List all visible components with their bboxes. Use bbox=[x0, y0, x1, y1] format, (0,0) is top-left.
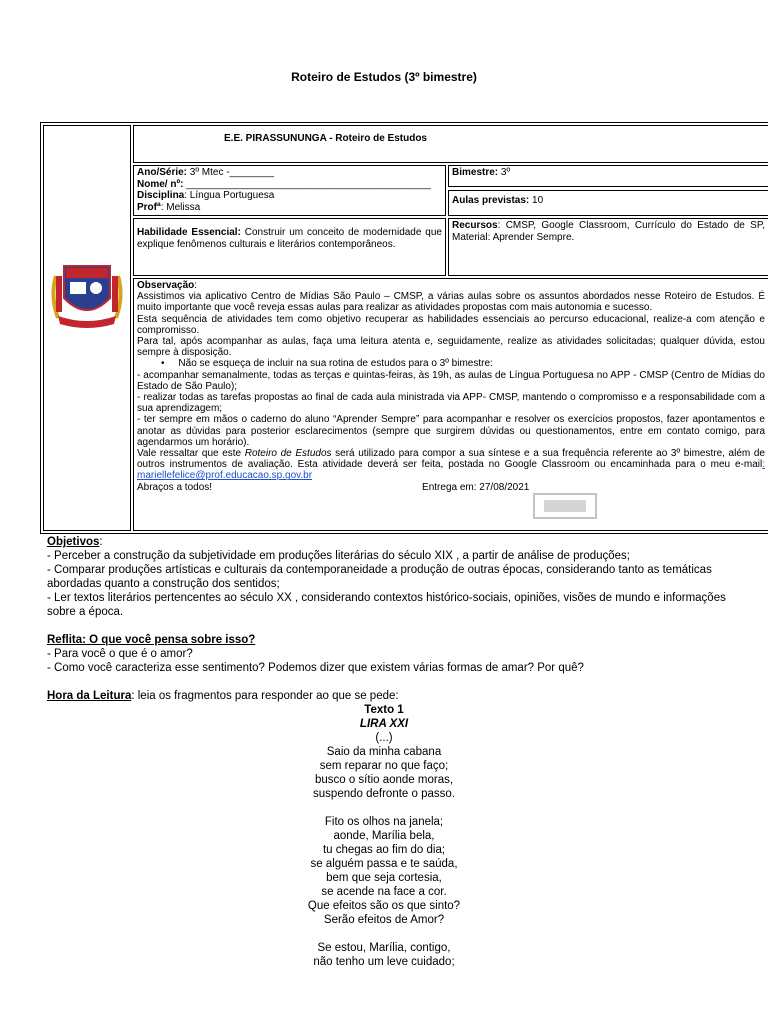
school-crest-logo bbox=[44, 126, 130, 530]
objetivo-item: - Ler textos literários pertencentes ao século XX , considerando contextos histórico-sociais, opiniões, visões de mundo e informações sobre a época. bbox=[47, 592, 726, 618]
observacao-bullet-text: Não se esqueça de incluir na sua rotina de estudos para o 3º bimestre: bbox=[178, 358, 493, 370]
leitura-label: Hora da Leitura bbox=[47, 690, 132, 702]
ano-value: 3º Mtec -________ bbox=[187, 167, 275, 178]
observacao-p4c: será utilizado para compor a sua síntese e a sua frequência referente ao 3º bimestre, além de outros instrumentos de avaliação. Esta atividade deverá ser feita, postada no Google Classroom ou encaminhada para o meu e-mail bbox=[137, 448, 765, 471]
poem-line: suspendo defronte o passo. bbox=[313, 788, 455, 800]
observacao-d1: - acompanhar semanalmente, todas as terças e quintas-feiras, às 19h, as aulas de Língua Portuguesa no APP - CMSP (Centro de Mídias do Estado de São Paulo); bbox=[137, 369, 765, 392]
watermark-stamp-icon bbox=[530, 490, 600, 522]
objetivo-item: - Perceber a construção da subjetividade em produções literárias do século XIX , a partir de análise de produções; bbox=[47, 550, 630, 562]
poem-line: não tenho um leve cuidado; bbox=[313, 956, 455, 968]
objetivos-colon: : bbox=[99, 536, 103, 548]
logo-cell bbox=[43, 125, 131, 531]
leitura-section bbox=[47, 689, 727, 703]
observacao-p4a: Vale ressaltar que este bbox=[137, 448, 245, 460]
recursos-cell bbox=[448, 218, 768, 276]
poem-line: se acende na face a cor. bbox=[321, 886, 447, 898]
poem-line: se alguém passa e te saúda, bbox=[310, 858, 458, 870]
aulas-cell bbox=[448, 190, 768, 216]
student-info-cell bbox=[133, 165, 446, 216]
ano-label: Ano/Série: bbox=[137, 167, 188, 178]
objetivos-label: Objetivos bbox=[47, 536, 100, 548]
poem-title: LIRA XXI bbox=[359, 718, 409, 730]
bimestre-value: 3º bbox=[498, 167, 511, 178]
habilidade-cell bbox=[133, 218, 446, 276]
observacao-cell: Observação: Assistimos via aplicativo Centro de Mídias São Paulo – CMSP, a várias aulas sobre os assuntos abordados nesse Roteiro de Estudos. É muito importante que você reveja essas aulas para realizar as atividades propostas com mais autonomia e sucesso. Esta sequência de atividades tem como objetivo recuperar as habilidades essenciais ao percurso educacional, realize-a com atenção e compromisso. Para tal, após acompanhar as aulas, faça uma leitura atenta e, seguidamente, realize as atividades solicitadas; qualquer dúvida, estou sempre à disposição. • Não se esqueça de incluir na sua rotina de estudos para o 3º bimestre: - acompanhar semanalmente, todas as terças e quintas-feiras, às 19h, as aulas de Língua Portuguesa no APP - CMSP (Centro de Mídias do Estado de São Paulo); - realizar todas as tarefas propostas ao final de cada aula ministrada via APP- CMSP, mantendo o compromisso e a responsabilidade com a sua aprendizagem; - ter sempre em mãos o caderno do aluno “Aprender Sempre” para acompanhar e resolver os exercícios propostos, fazer apontamentos e anotar as dúvidas para posterior esclarecimentos (sempre que surgirem dúvidas ou questionamentos, entre em contato comigo, para agendarmos um horário). Vale ressaltar que este Roteiro de Estudos será utilizado para compor a sua síntese e a sua frequência referente ao 3º bimestre, além de outros instrumentos de avaliação. Esta atividade deverá ser feita, postada no Google Classroom ou encaminhada para o meu e-mail: mariellefelice@prof.educacao.sp.gov.br Abraços a todos! Entrega em: 27/08/2021 bbox=[133, 278, 768, 531]
poem-line: bem que seja cortesia, bbox=[326, 872, 442, 884]
reflita-question-2: - Como você caracteriza esse sentimento? Podemos dizer que existem várias formas de amar? Por quê? bbox=[47, 662, 584, 674]
prof-value: : Melissa bbox=[160, 201, 201, 213]
poem-ellipsis: (...) bbox=[375, 732, 393, 744]
observacao-label: Observação bbox=[137, 280, 195, 291]
bimestre-label: Bimestre: bbox=[452, 167, 499, 178]
reflita-label: Reflita: O que você pensa sobre isso? bbox=[47, 634, 256, 646]
disciplina-label: Disciplina bbox=[137, 190, 185, 201]
observacao-p4-italic: Roteiro de Estudos bbox=[244, 448, 332, 460]
aulas-value: 10 bbox=[529, 195, 544, 206]
disciplina-value: : Língua Portuguesa bbox=[184, 190, 275, 201]
habilidade-value: Construir um conceito de modernidade que explique fenômenos culturais e literários contemporâneos. bbox=[137, 227, 442, 250]
poem-line: aonde, Marília bela, bbox=[333, 830, 435, 842]
poem-line: Fito os olhos na janela; bbox=[324, 816, 444, 828]
poem-line: Se estou, Marília, contigo, bbox=[317, 942, 451, 954]
texto-label: Texto 1 bbox=[364, 704, 404, 716]
prof-label: Profª bbox=[137, 201, 161, 213]
observacao-p2: Esta sequência de atividades tem como objetivo recuperar as habilidades essenciais ao percurso educacional, realize-a com atenção e compromisso. bbox=[137, 313, 765, 336]
nome-label: Nome/ nº: bbox=[137, 178, 184, 190]
observacao-p4 bbox=[137, 448, 765, 482]
poem-line: Saio da minha cabana bbox=[326, 746, 442, 758]
aulas-label: Aulas previstas: bbox=[452, 195, 530, 206]
poem-line: sem reparar no que faço; bbox=[319, 760, 449, 772]
document-title: Roteiro de Estudos (3º bimestre) bbox=[291, 70, 477, 84]
entrega-text: Entrega em: 27/08/2021 bbox=[422, 481, 530, 493]
leitura-text: : leia os fragmentos para responder ao que se pede: bbox=[131, 690, 399, 702]
email-link[interactable]: : mariellefelice@prof.educacao.sp.gov.br bbox=[137, 459, 765, 482]
reflita-section bbox=[47, 633, 727, 675]
poem-line: busco o sítio aonde moras, bbox=[314, 774, 454, 786]
observacao-bullet-item bbox=[137, 358, 765, 369]
objetivo-item: - Comparar produções artísticas e culturais da contemporaneidade a produção de outras épocas, considerando tanto as temáticas abordadas quanto a construção dos sentidos; bbox=[47, 564, 712, 590]
recursos-value: : CMSP, Google Classroom, Currículo do Estado de SP, Material: Aprender Sempre. bbox=[452, 220, 765, 243]
poem-line: Serão efeitos de Amor? bbox=[323, 914, 445, 926]
observacao-d3: - ter sempre em mãos o caderno do aluno “Aprender Sempre” para acompanhar e resolver os exercícios propostos, fazer apontamentos e anotar as dúvidas para posterior esclarecimentos (sempre que surgirem dúvidas ou questionamentos, entre em contato comigo, para agendarmos um horário). bbox=[137, 414, 765, 448]
reflita-question-1: - Para você o que é o amor? bbox=[47, 648, 193, 660]
observacao-footer bbox=[137, 482, 765, 493]
habilidade-label: Habilidade Essencial: bbox=[137, 227, 241, 238]
bullet-icon: • bbox=[161, 358, 179, 370]
nome-value: ____________________________________________ bbox=[183, 178, 431, 190]
bimestre-cell bbox=[448, 165, 768, 187]
poem bbox=[0, 703, 768, 969]
objetivos-section bbox=[47, 535, 727, 619]
recursos-label: Recursos bbox=[452, 220, 498, 231]
observacao-d2: - realizar todas as tarefas propostas ao final de cada aula ministrada via APP- CMSP, mantendo o compromisso e a responsabilidade com a sua aprendizagem; bbox=[137, 392, 765, 415]
poem-line: Que efeitos são os que sinto? bbox=[307, 900, 461, 912]
abracos-text: Abraços a todos! bbox=[137, 481, 213, 493]
poem-line: tu chegas ao fim do dia; bbox=[322, 844, 446, 856]
observacao-p3: Para tal, após acompanhar as aulas, faça uma leitura atenta e, seguidamente, realize as atividades solicitadas; qualquer dúvida, estou sempre à disposição. bbox=[137, 336, 765, 359]
observacao-p1: Assistimos via aplicativo Centro de Mídias São Paulo – CMSP, a várias aulas sobre os assuntos abordados nesse Roteiro de Estudos. É muito importante que você reveja essas aulas para realizar as atividades propostas com mais autonomia e sucesso. bbox=[137, 291, 765, 314]
school-name-cell: E.E. PIRASSUNUNGA - Roteiro de Estudos bbox=[133, 125, 768, 163]
